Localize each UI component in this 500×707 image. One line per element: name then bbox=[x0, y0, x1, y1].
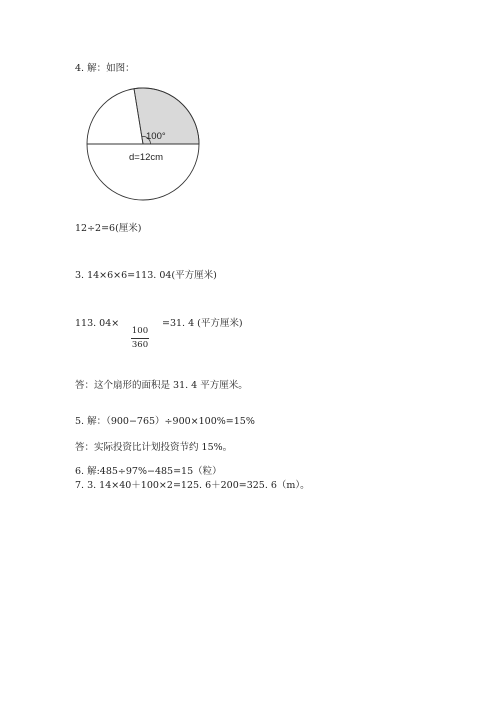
fraction bbox=[131, 326, 149, 351]
fraction-bar bbox=[131, 338, 149, 339]
q4-step3-left: 113. 04× bbox=[75, 318, 120, 329]
shaded-sector bbox=[134, 88, 199, 144]
q7-text: 7. 3. 14×40＋100×2=125. 6＋200=325. 6（m）。 bbox=[75, 480, 310, 491]
fraction-numerator: 100 bbox=[131, 326, 149, 336]
q4-step2: 3. 14×6×6=113. 04(平方厘米) bbox=[75, 270, 217, 281]
q6-text: 6. 解:485÷97%−485=15（粒） bbox=[75, 466, 222, 477]
q4-step1: 12÷2=6(厘米) bbox=[75, 223, 142, 234]
q5-answer: 答：实际投资比计划投资节约 15%。 bbox=[75, 442, 233, 453]
angle-label: 100° bbox=[146, 131, 166, 142]
q5-header: 5. 解：（900−765）÷900×100%=15% bbox=[75, 416, 255, 427]
q4-step3-right: =31. 4 (平方厘米) bbox=[162, 318, 243, 329]
diameter-label: d=12cm bbox=[129, 152, 164, 163]
circle-sector-figure bbox=[86, 86, 202, 202]
fraction-denominator: 360 bbox=[131, 340, 149, 350]
q4-answer: 答：这个扇形的面积是 31. 4 平方厘米。 bbox=[75, 380, 248, 391]
q4-header: 4. 解：如图： bbox=[75, 63, 135, 74]
